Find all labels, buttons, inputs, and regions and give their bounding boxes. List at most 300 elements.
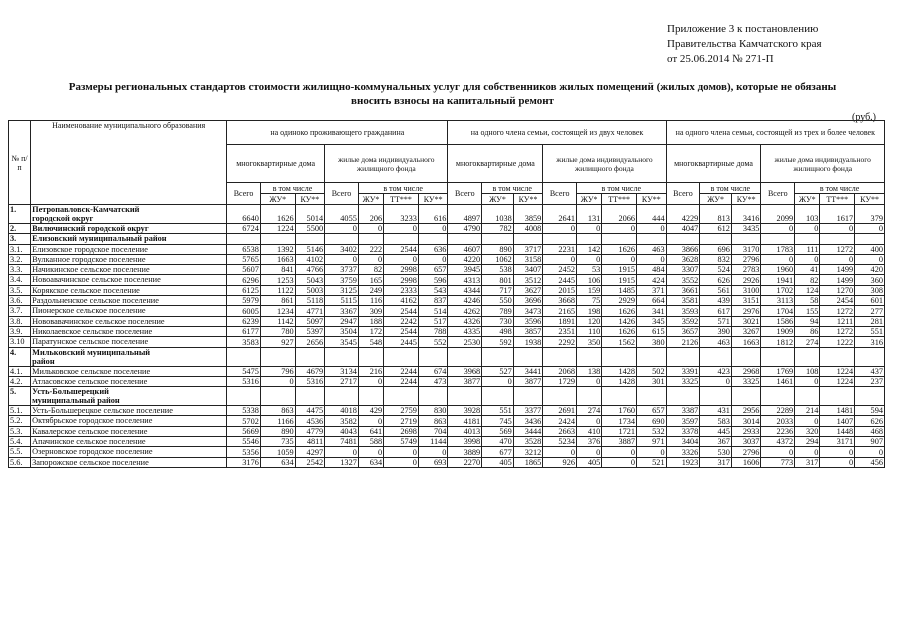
value-cell: 1272 bbox=[820, 306, 855, 316]
value-cell: 439 bbox=[700, 296, 732, 306]
table-row bbox=[9, 387, 885, 406]
value-cell: 2231 bbox=[543, 244, 577, 254]
row-number: 3.6. bbox=[9, 296, 31, 306]
row-number: 5.1. bbox=[9, 406, 31, 416]
row-number: 5.2. bbox=[9, 416, 31, 426]
table-row bbox=[9, 306, 885, 316]
value-cell: 773 bbox=[761, 457, 795, 467]
value-cell: 696 bbox=[700, 244, 732, 254]
table-row bbox=[9, 244, 885, 254]
header-zhu: ЖУ* bbox=[795, 194, 820, 205]
value-cell: 308 bbox=[855, 285, 885, 295]
value-cell: 1626 bbox=[260, 205, 295, 224]
value-cell: 0 bbox=[543, 447, 577, 457]
value-cell: 5397 bbox=[295, 326, 325, 336]
value-cell: 3877 bbox=[513, 376, 543, 386]
value-cell: 3545 bbox=[325, 337, 359, 347]
value-cell: 1272 bbox=[820, 326, 855, 336]
value-cell: 3125 bbox=[325, 285, 359, 295]
row-name-line: Вулканное городское поселение bbox=[32, 254, 146, 264]
value-cell: 3504 bbox=[325, 326, 359, 336]
value-cell: 0 bbox=[761, 447, 795, 457]
value-cell: 2544 bbox=[384, 244, 419, 254]
value-cell: 4181 bbox=[448, 416, 482, 426]
value-cell: 3737 bbox=[325, 265, 359, 275]
value-cell: 2452 bbox=[543, 265, 577, 275]
value-cell: 2068 bbox=[543, 366, 577, 376]
value-cell: 634 bbox=[260, 457, 295, 467]
value-cell: 636 bbox=[418, 244, 448, 254]
header-tt: ТТ*** bbox=[384, 194, 419, 205]
value-cell: 1224 bbox=[260, 224, 295, 234]
value-cell: 2783 bbox=[731, 265, 761, 275]
value-cell: 473 bbox=[418, 376, 448, 386]
row-name bbox=[31, 306, 227, 316]
value-cell: 1923 bbox=[666, 457, 700, 467]
value-cell: 1448 bbox=[820, 426, 855, 436]
value-cell: 6640 bbox=[227, 205, 261, 224]
value-cell: 0 bbox=[325, 447, 359, 457]
value-cell: 82 bbox=[795, 275, 820, 285]
value-cell: 0 bbox=[358, 224, 383, 234]
value-cell: 782 bbox=[482, 224, 514, 234]
value-cell bbox=[384, 347, 419, 366]
value-cell: 206 bbox=[358, 205, 383, 224]
value-cell bbox=[482, 387, 514, 406]
value-cell: 222 bbox=[358, 244, 383, 254]
value-cell: 1812 bbox=[761, 337, 795, 347]
table-row bbox=[9, 416, 885, 426]
value-cell: 5500 bbox=[295, 224, 325, 234]
value-cell bbox=[700, 234, 732, 244]
value-cell: 468 bbox=[855, 426, 885, 436]
value-cell: 1909 bbox=[761, 326, 795, 336]
value-cell: 730 bbox=[482, 316, 514, 326]
value-cell bbox=[543, 347, 577, 366]
value-cell: 657 bbox=[637, 406, 667, 416]
value-cell: 131 bbox=[577, 205, 602, 224]
value-cell bbox=[448, 234, 482, 244]
value-cell bbox=[602, 387, 637, 406]
value-cell bbox=[761, 387, 795, 406]
value-cell: 561 bbox=[700, 285, 732, 295]
value-cell: 3596 bbox=[513, 316, 543, 326]
value-cell: 7481 bbox=[325, 437, 359, 447]
value-cell: 0 bbox=[820, 457, 855, 467]
value-cell bbox=[227, 234, 261, 244]
value-cell: 3233 bbox=[384, 205, 419, 224]
row-name-line: Нововавачинское сельское поселение bbox=[32, 316, 165, 326]
value-cell: 1704 bbox=[761, 306, 795, 316]
value-cell: 2333 bbox=[384, 285, 419, 295]
value-cell: 0 bbox=[260, 376, 295, 386]
value-cell: 1392 bbox=[260, 244, 295, 254]
row-number: 3.1. bbox=[9, 244, 31, 254]
value-cell bbox=[260, 234, 295, 244]
value-cell: 1038 bbox=[482, 205, 514, 224]
value-cell: 165 bbox=[358, 275, 383, 285]
value-cell: 4055 bbox=[325, 205, 359, 224]
value-cell: 6239 bbox=[227, 316, 261, 326]
value-cell: 2968 bbox=[731, 366, 761, 376]
value-cell: 75 bbox=[577, 296, 602, 306]
row-number: 5.4. bbox=[9, 437, 31, 447]
value-cell: 423 bbox=[700, 366, 732, 376]
value-cell: 2454 bbox=[820, 296, 855, 306]
value-cell: 0 bbox=[325, 254, 359, 264]
value-cell: 2424 bbox=[543, 416, 577, 426]
value-cell: 2759 bbox=[384, 406, 419, 416]
value-cell: 3928 bbox=[448, 406, 482, 416]
value-cell: 4897 bbox=[448, 205, 482, 224]
value-cell bbox=[855, 347, 885, 366]
row-number: 3.7. bbox=[9, 306, 31, 316]
value-cell: 309 bbox=[358, 306, 383, 316]
value-cell: 2663 bbox=[543, 426, 577, 436]
row-number: 1. bbox=[9, 205, 31, 224]
row-number: 5.6. bbox=[9, 457, 31, 467]
header-ind-2: жилые дома индивидуального жилищного фонда bbox=[543, 145, 666, 183]
value-cell: 4313 bbox=[448, 275, 482, 285]
value-cell bbox=[700, 387, 732, 406]
value-cell bbox=[637, 234, 667, 244]
value-cell: 367 bbox=[700, 437, 732, 447]
value-cell bbox=[855, 234, 885, 244]
value-cell: 1270 bbox=[820, 285, 855, 295]
value-cell: 3444 bbox=[513, 426, 543, 436]
value-cell: 0 bbox=[637, 447, 667, 457]
standards-table bbox=[8, 120, 885, 468]
value-cell: 53 bbox=[577, 265, 602, 275]
value-cell: 3859 bbox=[513, 205, 543, 224]
value-cell bbox=[482, 234, 514, 244]
value-cell: 1783 bbox=[761, 244, 795, 254]
value-cell: 1734 bbox=[602, 416, 637, 426]
value-cell: 571 bbox=[700, 316, 732, 326]
value-cell: 626 bbox=[855, 416, 885, 426]
value-cell: 1626 bbox=[602, 306, 637, 316]
value-cell bbox=[795, 347, 820, 366]
row-name bbox=[31, 265, 227, 275]
row-name-line: Усть-Большерецкое сельское поселение bbox=[32, 406, 173, 416]
row-name bbox=[31, 275, 227, 285]
value-cell: 863 bbox=[260, 406, 295, 416]
header-total-1: Всего bbox=[227, 183, 261, 205]
value-cell: 677 bbox=[482, 447, 514, 457]
value-cell: 2244 bbox=[384, 376, 419, 386]
value-cell: 0 bbox=[418, 447, 448, 457]
header-name: Наименование муниципального образования bbox=[31, 121, 227, 205]
table-body bbox=[9, 205, 885, 468]
table-header bbox=[9, 121, 885, 205]
row-name-line: Усть-Большерецкий bbox=[32, 387, 109, 397]
row-name-line: Начикинское сельское поселение bbox=[32, 265, 150, 275]
row-name-line: Мильковское сельское поселение bbox=[32, 366, 151, 376]
value-cell bbox=[731, 347, 761, 366]
value-cell: 0 bbox=[700, 376, 732, 386]
row-name-line: Вилючинский городской округ bbox=[32, 224, 149, 233]
header-ku: КУ** bbox=[295, 194, 325, 205]
value-cell: 82 bbox=[358, 265, 383, 275]
row-name bbox=[31, 224, 227, 234]
value-cell: 4102 bbox=[295, 254, 325, 264]
header-tt: ТТ*** bbox=[602, 194, 637, 205]
value-cell: 498 bbox=[482, 326, 514, 336]
value-cell: 1166 bbox=[260, 416, 295, 426]
value-cell bbox=[227, 347, 261, 366]
value-cell: 3877 bbox=[448, 376, 482, 386]
value-cell: 172 bbox=[358, 326, 383, 336]
row-name-line-2: муниципальный район bbox=[32, 396, 120, 406]
value-cell: 3407 bbox=[513, 265, 543, 275]
value-cell: 380 bbox=[637, 337, 667, 347]
table-row bbox=[9, 376, 885, 386]
value-cell: 3866 bbox=[666, 244, 700, 254]
value-cell: 1617 bbox=[820, 205, 855, 224]
value-cell: 3158 bbox=[513, 254, 543, 264]
value-cell: 4679 bbox=[295, 366, 325, 376]
value-cell: 6005 bbox=[227, 306, 261, 316]
value-cell: 4372 bbox=[761, 437, 795, 447]
table-row bbox=[9, 265, 885, 275]
value-cell: 693 bbox=[418, 457, 448, 467]
value-cell: 1062 bbox=[482, 254, 514, 264]
value-cell: 2289 bbox=[761, 406, 795, 416]
value-cell: 2796 bbox=[731, 447, 761, 457]
value-cell: 1059 bbox=[260, 447, 295, 457]
header-incl-6: в том числе bbox=[795, 183, 885, 194]
header-total-2: Всего bbox=[325, 183, 359, 205]
row-name bbox=[31, 326, 227, 336]
value-cell: 1122 bbox=[260, 285, 295, 295]
value-cell: 4536 bbox=[295, 416, 325, 426]
value-cell: 3134 bbox=[325, 366, 359, 376]
value-cell: 2933 bbox=[731, 426, 761, 436]
value-cell bbox=[543, 234, 577, 244]
value-cell: 5765 bbox=[227, 254, 261, 264]
value-cell: 3100 bbox=[731, 285, 761, 295]
row-name bbox=[31, 285, 227, 295]
value-cell: 0 bbox=[795, 254, 820, 264]
value-cell: 0 bbox=[761, 254, 795, 264]
value-cell bbox=[666, 387, 700, 406]
value-cell: 788 bbox=[418, 326, 448, 336]
value-cell: 3473 bbox=[513, 306, 543, 316]
value-cell: 5546 bbox=[227, 437, 261, 447]
value-cell: 890 bbox=[482, 244, 514, 254]
value-cell: 1891 bbox=[543, 316, 577, 326]
value-cell: 0 bbox=[384, 224, 419, 234]
value-cell: 360 bbox=[855, 275, 885, 285]
row-name-line: Октябрьское городское поселение bbox=[32, 416, 153, 426]
value-cell bbox=[295, 234, 325, 244]
header-total-4: Всего bbox=[543, 183, 577, 205]
value-cell: 2717 bbox=[325, 376, 359, 386]
value-cell: 4771 bbox=[295, 306, 325, 316]
value-cell: 1222 bbox=[820, 337, 855, 347]
value-cell: 594 bbox=[855, 406, 885, 416]
value-cell: 281 bbox=[855, 316, 885, 326]
value-cell: 3581 bbox=[666, 296, 700, 306]
row-name bbox=[31, 447, 227, 457]
value-cell: 1729 bbox=[543, 376, 577, 386]
value-cell: 341 bbox=[637, 306, 667, 316]
table-row bbox=[9, 205, 885, 224]
row-name bbox=[31, 406, 227, 416]
value-cell: 2292 bbox=[543, 337, 577, 347]
value-cell: 108 bbox=[795, 366, 820, 376]
row-number: 3.10 bbox=[9, 337, 31, 347]
header-ku: КУ** bbox=[418, 194, 448, 205]
value-cell: 317 bbox=[795, 457, 820, 467]
value-cell: 0 bbox=[358, 416, 383, 426]
value-cell bbox=[513, 387, 543, 406]
value-cell: 237 bbox=[855, 376, 885, 386]
value-cell bbox=[602, 347, 637, 366]
value-cell bbox=[325, 234, 359, 244]
row-number: 3.4. bbox=[9, 275, 31, 285]
value-cell bbox=[731, 234, 761, 244]
row-number: 4. bbox=[9, 347, 31, 366]
table-row bbox=[9, 437, 885, 447]
value-cell: 552 bbox=[418, 337, 448, 347]
value-cell: 1142 bbox=[260, 316, 295, 326]
value-cell: 4043 bbox=[325, 426, 359, 436]
value-cell: 0 bbox=[820, 447, 855, 457]
value-cell: 484 bbox=[637, 265, 667, 275]
value-cell bbox=[384, 387, 419, 406]
row-number: 5.5. bbox=[9, 447, 31, 457]
value-cell bbox=[820, 234, 855, 244]
value-cell: 3887 bbox=[602, 437, 637, 447]
value-cell: 4229 bbox=[666, 205, 700, 224]
row-number: 3.9. bbox=[9, 326, 31, 336]
header-ku: КУ** bbox=[513, 194, 543, 205]
value-cell: 1769 bbox=[761, 366, 795, 376]
value-cell: 3367 bbox=[325, 306, 359, 316]
table-row bbox=[9, 285, 885, 295]
value-cell: 1428 bbox=[602, 366, 637, 376]
value-cell: 551 bbox=[482, 406, 514, 416]
value-cell: 890 bbox=[260, 426, 295, 436]
header-ind-1: жилые дома индивидуального жилищного фонда bbox=[325, 145, 448, 183]
value-cell: 6296 bbox=[227, 275, 261, 285]
value-cell: 1626 bbox=[602, 244, 637, 254]
value-cell: 3325 bbox=[666, 376, 700, 386]
value-cell: 0 bbox=[795, 447, 820, 457]
value-cell: 0 bbox=[358, 376, 383, 386]
value-cell: 470 bbox=[482, 437, 514, 447]
value-cell: 3597 bbox=[666, 416, 700, 426]
value-cell: 371 bbox=[637, 285, 667, 295]
row-number: 3.2. bbox=[9, 254, 31, 264]
value-cell: 0 bbox=[358, 254, 383, 264]
value-cell: 3171 bbox=[820, 437, 855, 447]
value-cell: 1224 bbox=[820, 376, 855, 386]
row-name bbox=[31, 457, 227, 467]
header-incl-4: в том числе bbox=[577, 183, 667, 194]
value-cell: 463 bbox=[700, 337, 732, 347]
value-cell: 5749 bbox=[384, 437, 419, 447]
value-cell: 588 bbox=[358, 437, 383, 447]
row-name bbox=[31, 316, 227, 326]
row-name bbox=[31, 416, 227, 426]
value-cell: 0 bbox=[543, 254, 577, 264]
row-name-line: Запорожское сельское поселение bbox=[32, 457, 149, 467]
value-cell: 4344 bbox=[448, 285, 482, 295]
header-mkd-2: многоквартирные дома bbox=[448, 145, 543, 183]
value-cell: 4018 bbox=[325, 406, 359, 416]
value-cell: 3170 bbox=[731, 244, 761, 254]
value-cell bbox=[418, 234, 448, 244]
value-cell: 5003 bbox=[295, 285, 325, 295]
value-cell bbox=[384, 234, 419, 244]
row-name bbox=[31, 426, 227, 436]
value-cell: 1253 bbox=[260, 275, 295, 285]
value-cell bbox=[482, 347, 514, 366]
value-cell: 4262 bbox=[448, 306, 482, 316]
header-note bbox=[667, 22, 822, 67]
header-zhu: ЖУ* bbox=[358, 194, 383, 205]
standards-table-wrapper bbox=[8, 120, 885, 468]
value-cell: 1485 bbox=[602, 285, 637, 295]
value-cell bbox=[513, 347, 543, 366]
value-cell: 3416 bbox=[731, 205, 761, 224]
value-cell: 1915 bbox=[602, 275, 637, 285]
value-cell: 456 bbox=[855, 457, 885, 467]
value-cell: 249 bbox=[358, 285, 383, 295]
row-name bbox=[31, 376, 227, 386]
value-cell: 6125 bbox=[227, 285, 261, 295]
value-cell: 2719 bbox=[384, 416, 419, 426]
value-cell: 4246 bbox=[448, 296, 482, 306]
value-cell: 4607 bbox=[448, 244, 482, 254]
value-cell: 2542 bbox=[295, 457, 325, 467]
value-cell: 5607 bbox=[227, 265, 261, 275]
value-cell bbox=[795, 234, 820, 244]
row-name bbox=[31, 437, 227, 447]
value-cell: 110 bbox=[577, 326, 602, 336]
row-name bbox=[31, 347, 227, 366]
value-cell: 837 bbox=[418, 296, 448, 306]
value-cell bbox=[358, 387, 383, 406]
value-cell: 350 bbox=[577, 337, 602, 347]
row-name bbox=[31, 366, 227, 376]
value-cell: 2530 bbox=[448, 337, 482, 347]
value-cell: 0 bbox=[577, 376, 602, 386]
value-cell: 0 bbox=[602, 254, 637, 264]
value-cell: 0 bbox=[761, 224, 795, 234]
value-cell bbox=[795, 387, 820, 406]
table-row bbox=[9, 457, 885, 467]
value-cell: 861 bbox=[260, 296, 295, 306]
value-cell: 424 bbox=[637, 275, 667, 285]
value-cell: 532 bbox=[637, 426, 667, 436]
row-number: 3. bbox=[9, 234, 31, 244]
value-cell: 5316 bbox=[227, 376, 261, 386]
value-cell: 3627 bbox=[513, 285, 543, 295]
value-cell: 583 bbox=[700, 416, 732, 426]
row-name-line: Мильковский муниципальный bbox=[32, 347, 151, 357]
value-cell: 4475 bbox=[295, 406, 325, 416]
value-cell bbox=[761, 347, 795, 366]
value-cell: 517 bbox=[418, 316, 448, 326]
header-ku: КУ** bbox=[731, 194, 761, 205]
value-cell: 3113 bbox=[761, 296, 795, 306]
value-cell: 3326 bbox=[666, 447, 700, 457]
header-incl-5: в том числе bbox=[700, 183, 761, 194]
value-cell: 3377 bbox=[513, 406, 543, 416]
